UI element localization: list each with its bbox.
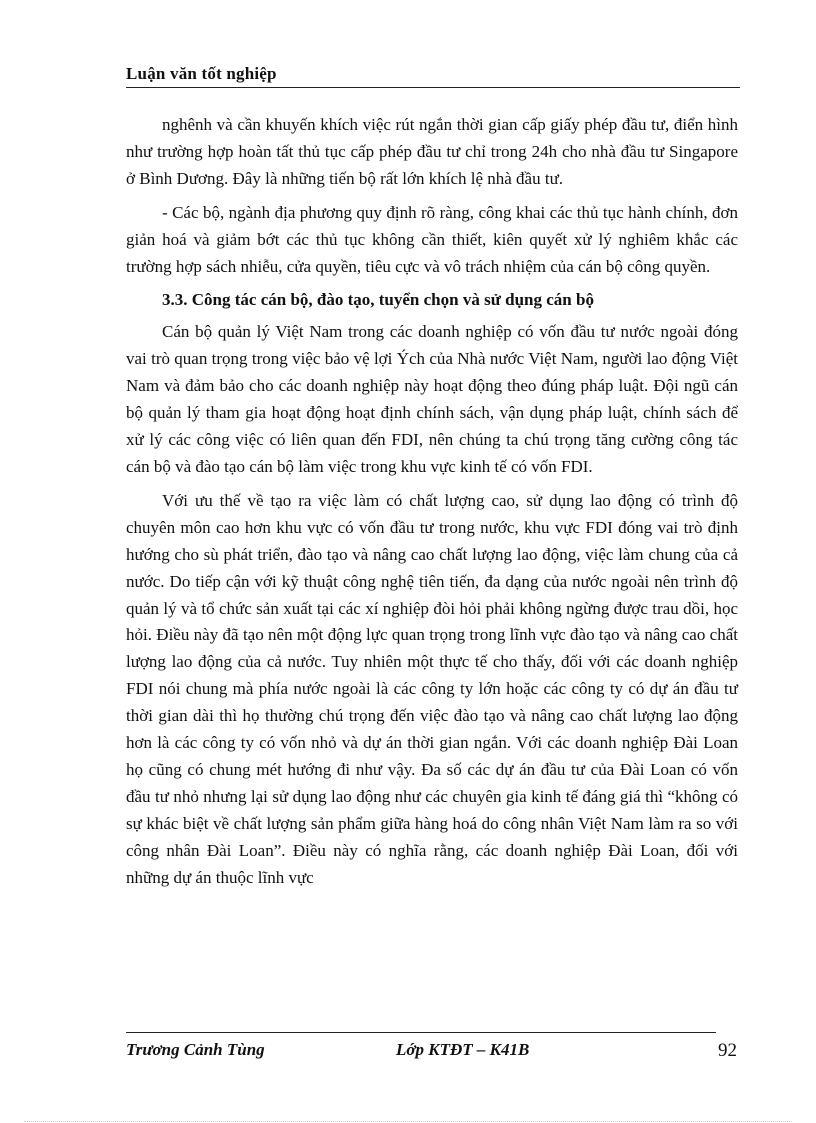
running-header-title: Luận văn tốt nghiệp	[126, 64, 277, 83]
footer-class: Lớp KTĐT – K41B	[396, 1040, 530, 1059]
paragraph-1: nghênh và cần khuyến khích việc rút ngắn thời gian cấp giấy phép đầu tư, điển hình như trường hợp hoàn tất thủ tục cấp phép đầu tư chỉ trong 24h cho nhà đầu tư Singapore ở Bình Dương. Đây là những tiến bộ rất lớn khích lệ nhà đầu tư.	[126, 115, 738, 188]
page-bottom-dotted-line	[24, 1121, 792, 1122]
paragraph-4: Với ưu thế về tạo ra việc làm có chất lượng cao, sử dụng lao động có trình độ chuyên môn cao hơn khu vực có vốn đầu tư trong nước, khu vực FDI đóng vai trò định hướng cho sù phát triển, đào tạo và nâng cao chất lượng lao động, việc làm chung của cả nước. Do tiếp cận với kỹ thuật công nghệ tiên tiến, đa dạng của nước ngoài nên trình độ quản lý và tổ chức sản xuất tại các xí nghiệp đòi hỏi phải không ngừng được trau dồi, học hỏi. Điều này đã tạo nên một động lực quan trọng trong lĩnh vực đào tạo và nâng cao chất lượng lao động của cả nước. Tuy nhiên một thực tế cho thấy, đối với các doanh nghiệp FDI nói chung mà phía nước ngoài là các công ty lớn hoặc các công ty có dự án đầu tư thời gian dài thì họ thường chú trọng đến việc đào tạo và nâng cao chất lượng lao động hơn là các công ty có vốn nhỏ và dự án thời gian ngắn. Với các doanh nghiệp Đài Loan họ cũng có chung mét hướng đi như vậy. Đa số các dự án đầu tư của Đài Loan có vốn đầu tư nhỏ nhưng lại sử dụng lao động như các chuyên gia kinh tế đáng giá thì “không có sự khác biệt về chất lượng sản phẩm giữa hàng hoá do công nhân Việt Nam làm ra so với công nhân Đài Loan”. Điều này có nghĩa rằng, các doanh nghiệp Đài Loan, đối với những dự án thuộc lĩnh vực	[126, 490, 738, 887]
paragraph-2: - Các bộ, ngành địa phương quy định rõ ràng, công khai các thủ tục hành chính, đơn giản hoá và giảm bớt các thủ tục không cần thiết, kiên quyết xử lý nghiêm khắc các trường hợp sách nhiễu, cửa quyền, tiêu cực và vô trách nhiệm của cán bộ công quyền.	[126, 202, 738, 276]
footer-divider	[126, 1032, 716, 1033]
footer-author: Trương Cảnh Tùng	[126, 1040, 265, 1059]
page-number: 92	[718, 1040, 737, 1061]
paragraph-3: Cán bộ quản lý Việt Nam trong các doanh nghiệp có vốn đầu tư nước ngoài đóng vai trò quan trọng trong việc bảo vệ lợi Ých của Nhà nước Việt Nam, người lao động Việt Nam và đảm bảo cho các doanh nghiệp này hoạt động theo đúng pháp luật. Đội ngũ cán bộ quản lý tham gia hoạt động hoạt định chính sách, vận dụng pháp luật, chính sách để xử lý các công việc có liên quan đến FDI, nên chúng ta chú trọng tăng cường công tác cán bộ và đào tạo cán bộ làm việc trong khu vực kinh tế có vốn FDI.	[126, 322, 738, 476]
header-divider	[126, 87, 740, 88]
section-heading: 3.3. Công tác cán bộ, đào tạo, tuyển chọn và sử dụng cán bộ	[162, 290, 594, 310]
document-body	[126, 112, 738, 898]
